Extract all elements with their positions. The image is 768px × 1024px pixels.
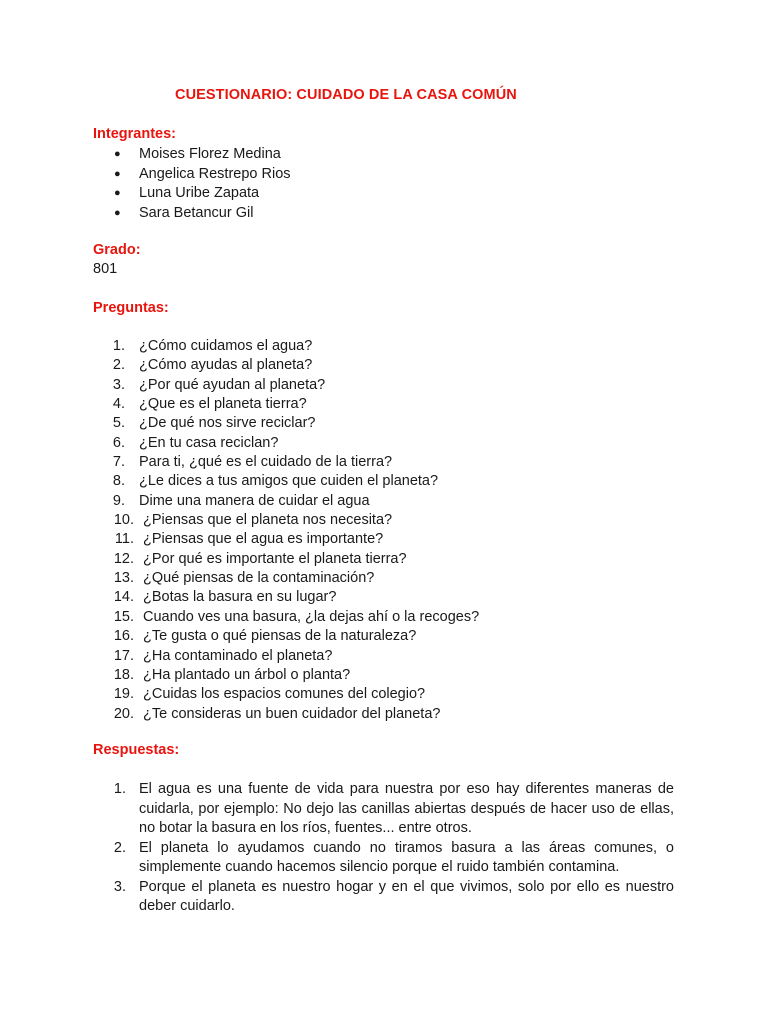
list-item (0, 878, 674, 917)
question-number: 13. (113, 570, 134, 587)
integrante-name: Moises Florez Medina (139, 146, 281, 162)
question-text: ¿Te gusta o qué piensas de la naturaleza? (143, 628, 417, 645)
answer-text: El agua es una fuente de vida para nuestra por eso hay diferentes maneras de cuidarla, por ejemplo: No dejo las canillas abiertas después de hacer uso de ellas, no botar la basura en los ríos, fuentes... entre otros. (139, 781, 674, 836)
question-number: 19. (113, 686, 134, 703)
grado-heading: Grado: (93, 242, 141, 258)
list-item (0, 839, 674, 878)
question-number: 1. (112, 338, 125, 354)
question-text: ¿Cómo ayudas al planeta? (139, 357, 313, 374)
question-text: ¿De qué nos sirve reciclar? (139, 415, 316, 432)
preguntas-heading: Preguntas: (93, 300, 169, 316)
question-number: 5. (112, 415, 125, 432)
question-text: ¿Piensas que el planeta nos necesita? (143, 512, 393, 529)
answer-text: Porque el planeta es nuestro hogar y en el que vivimos, solo por ello es nuestro deber cuidarlo. (139, 878, 674, 914)
question-number: 3. (112, 376, 125, 393)
question-number: 17. (113, 647, 134, 664)
question-text: ¿Que es el planeta tierra? (139, 396, 307, 413)
question-text: Cuando ves una basura, ¿la dejas ahí o la recoges? (143, 608, 480, 625)
question-text: Dime una manera de cuidar el agua (139, 492, 370, 509)
question-text: ¿Por qué es importante el planeta tierra? (143, 550, 407, 567)
document-title: CUESTIONARIO: CUIDADO DE LA CASA COMÚN (175, 87, 517, 103)
question-text: ¿Te consideras un buen cuidador del planeta? (143, 705, 441, 722)
question-number: 6. (112, 434, 125, 451)
list-item (0, 780, 674, 839)
answer-number: 1. (113, 781, 126, 797)
answer-text: El planeta lo ayudamos cuando no tiramos basura a las áreas comunes, o simplemente cuando hacemos silencio porque el ruido también contamina. (139, 839, 674, 875)
integrante-name: Sara Betancur Gil (139, 204, 254, 221)
question-number: 16. (113, 628, 134, 645)
bullet-icon: ● (114, 148, 121, 160)
bullet-icon: ● (114, 187, 121, 199)
question-number: 12. (113, 550, 134, 567)
bullet-icon: ● (114, 167, 121, 180)
question-number: 15. (113, 608, 134, 625)
question-number: 4. (112, 396, 125, 413)
question-text: ¿Por qué ayudan al planeta? (139, 376, 326, 393)
question-text: ¿Ha plantado un árbol o planta? (143, 666, 351, 683)
question-text: ¿Piensas que el agua es importante? (143, 531, 384, 548)
respuestas-heading: Respuestas: (93, 742, 180, 758)
question-number: 10. (113, 512, 134, 529)
question-number: 18. (113, 666, 134, 683)
integrantes-heading: Integrantes: (93, 126, 176, 142)
question-number: 8. (112, 473, 125, 490)
respuestas-list (0, 780, 674, 917)
integrante-name: Angelica Restrepo Rios (139, 165, 291, 182)
question-number: 2. (112, 357, 125, 374)
question-text: ¿Ha contaminado el planeta? (143, 647, 333, 664)
question-number: 7. (112, 454, 125, 471)
integrante-name: Luna Uribe Zapata (139, 185, 260, 201)
question-number: 14. (113, 589, 134, 606)
bullet-icon: ● (114, 206, 121, 219)
question-text: ¿Qué piensas de la contaminación? (143, 570, 375, 587)
question-text: ¿Le dices a tus amigos que cuiden el planeta? (139, 473, 439, 490)
question-text: Para ti, ¿qué es el cuidado de la tierra? (139, 454, 393, 471)
question-number: 11. (114, 531, 134, 548)
question-text: ¿Botas la basura en su lugar? (143, 589, 337, 606)
question-number: 20. (113, 705, 134, 722)
answer-number: 2. (113, 839, 126, 856)
grado-value: 801 (93, 261, 118, 277)
question-number: 9. (112, 492, 125, 509)
question-text: ¿En tu casa reciclan? (139, 434, 279, 451)
question-text: ¿Cuidas los espacios comunes del colegio? (143, 686, 426, 703)
answer-number: 3. (113, 878, 126, 895)
question-text: ¿Cómo cuidamos el agua? (139, 338, 313, 354)
